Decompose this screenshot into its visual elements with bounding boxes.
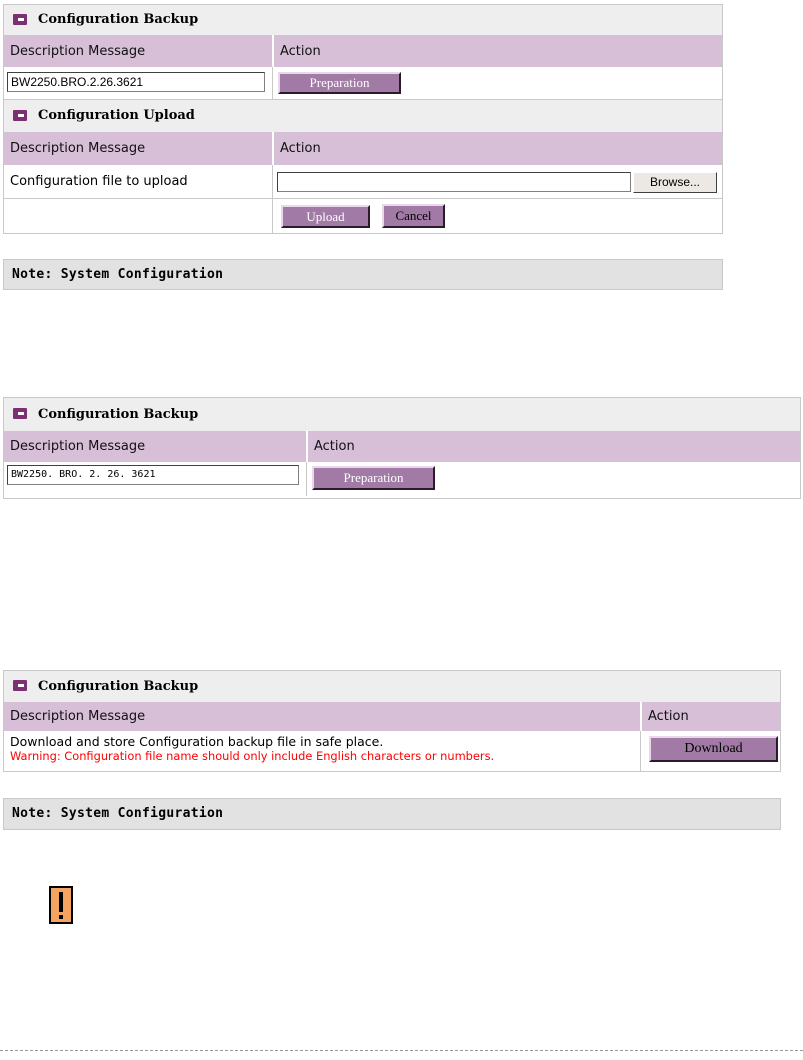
page-divider [0, 1050, 803, 1051]
cancel-button[interactable]: Cancel [382, 204, 445, 228]
arrow-square-icon [13, 680, 27, 691]
backup-section-title: Configuration Backup [38, 407, 199, 422]
upload-file-input[interactable] [277, 172, 631, 192]
upload-col-action-header: Action [272, 132, 722, 165]
backup-section-title: Configuration Backup [38, 679, 199, 694]
col-description-header: Description Message [10, 439, 146, 454]
col-action-header: Action [306, 431, 800, 462]
preparation-button[interactable]: Preparation [312, 466, 435, 490]
upload-section-header [4, 100, 722, 132]
config-backup-panel-3 [3, 670, 781, 772]
config-backup-upload-panel [3, 4, 723, 234]
backup-message-cell [10, 735, 638, 763]
upload-button[interactable]: Upload [281, 205, 370, 228]
upload-section-title: Configuration Upload [38, 108, 195, 123]
backup-warning: Warning: Configuration file name should only include English characters or numbers. [10, 749, 495, 763]
col-description-header: Description Message [10, 709, 146, 724]
config-backup-panel-2 [3, 397, 801, 499]
backup-column-header-row [4, 702, 780, 731]
arrow-square-icon [13, 110, 27, 121]
arrow-square-icon [13, 408, 27, 419]
backup-filename-input[interactable]: BW2250.BRO.2.26.3621 [7, 72, 265, 92]
arrow-square-icon [13, 14, 27, 25]
backup-section-title: Configuration Backup [38, 12, 199, 27]
backup-filename-input[interactable]: BW2250. BRO. 2. 26. 3621 [7, 465, 299, 485]
backup-data-row [4, 731, 780, 771]
upload-row-label: Configuration file to upload [10, 174, 188, 189]
upload-data-row [4, 165, 722, 198]
browse-button[interactable]: Browse... [633, 172, 717, 193]
backup-section-header [4, 671, 780, 702]
upload-col-description-header: Description Message [10, 141, 146, 156]
system-configuration-note: Note: System Configuration [3, 259, 723, 290]
col-action-header: Action [640, 702, 780, 731]
backup-data-row [4, 67, 722, 99]
backup-section-header [4, 5, 722, 35]
backup-section-header [4, 398, 800, 431]
backup-message: Download and store Configuration backup file in safe place. [10, 734, 384, 749]
system-configuration-note: Note: System Configuration [3, 798, 781, 830]
backup-column-header-row [4, 35, 722, 67]
backup-data-row [4, 462, 800, 496]
preparation-button[interactable]: Preparation [278, 72, 401, 94]
exclamation-icon [49, 886, 73, 924]
col-description-header: Description Message [10, 43, 146, 59]
col-action-header: Action [272, 35, 722, 67]
upload-column-header-row [4, 132, 722, 165]
backup-column-header-row [4, 431, 800, 462]
upload-buttons-row [4, 199, 722, 233]
download-button[interactable]: Download [649, 736, 778, 762]
